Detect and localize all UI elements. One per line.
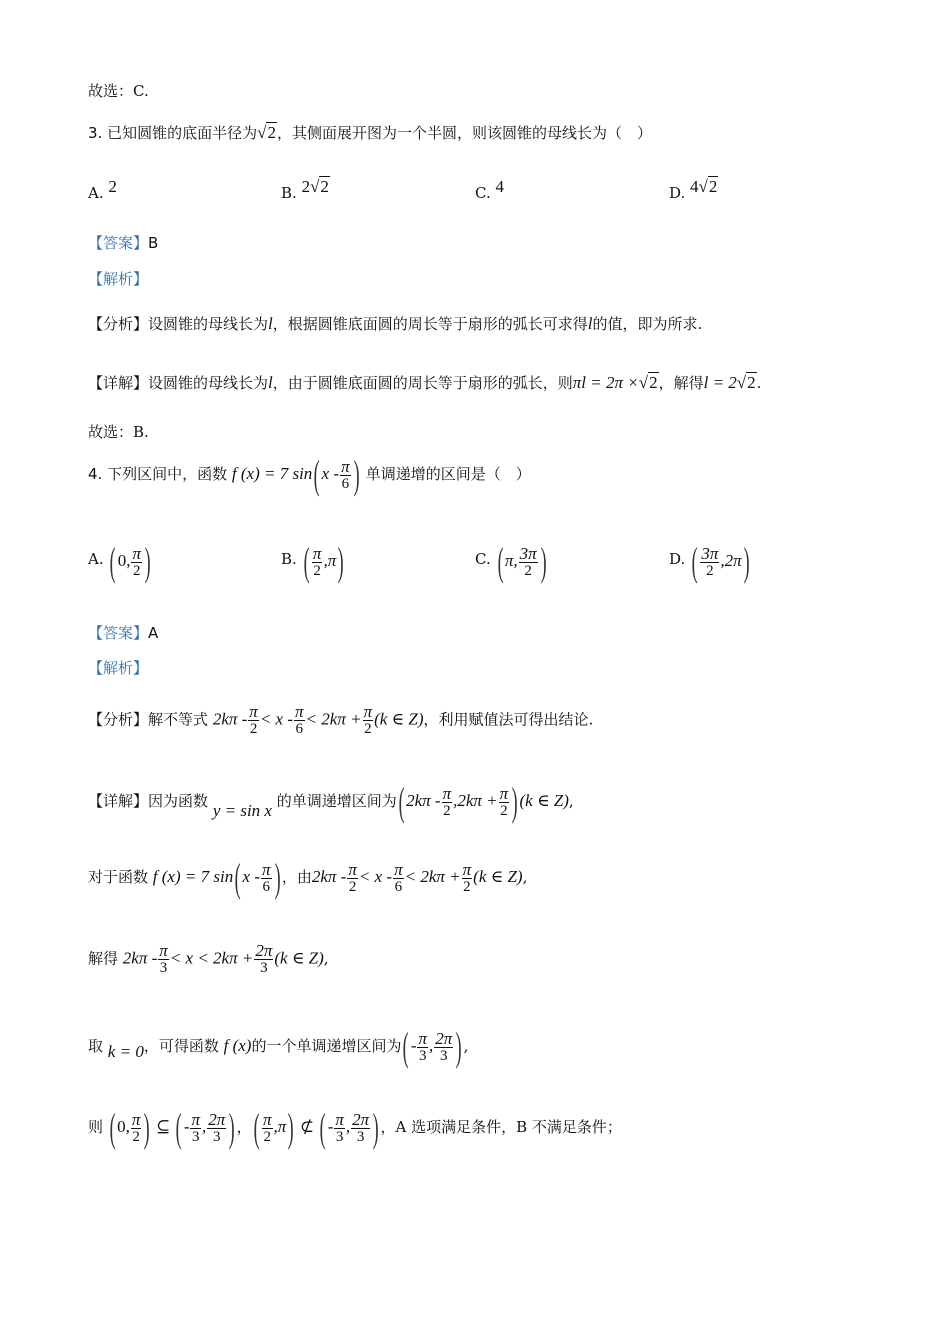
option-b-4[interactable]: B. ( $\frac{\pi}{2}$ ,π) <box>281 539 344 584</box>
detail-4-line-4: 取 k = 0，可得函数 f (x)的一个单调递增区间为(- $\frac{\pi}{3}$ , $\frac{2\pi}{3}$ ) , <box>88 1024 469 1069</box>
option-a[interactable]: A. 2 <box>88 177 117 202</box>
option-d-4[interactable]: D. ( $\frac{3\pi}{2}$ ,2π) <box>669 539 750 584</box>
analysis-3: 【分析】设圆锥的母线长为l，根据圆锥底面圆的周长等于扇形的弧长可求得l的值，即为所求. <box>88 314 703 333</box>
question-text: 已知圆锥的底面半径为 <box>107 124 258 142</box>
detail-4-line-1: 【详解】因为函数 y = sin x 的单调递增区间为(2kπ - $\frac{\pi}{2}$ ,2kπ + $\frac{\pi}{2}$ )(k ∈ Z), <box>88 779 574 824</box>
question-4: 4. 下列区间中，函数 f (x) = 7 sin(x - $\frac{\pi}{6}$ ) 单调递增的区间是（ ） <box>88 452 531 497</box>
option-c-4[interactable]: C. (π, $\frac{3\pi}{2}$ ) <box>475 539 547 584</box>
question-number: 3. <box>88 124 103 142</box>
detail-4-line-2: 对于函数 f (x) = 7 sin(x - $\frac{\pi}{6}$ ) ，由2kπ - $\frac{\pi}{2}$ < x - $\frac{\pi}{6}$ < 2kπ + $\frac{\pi}{2}$ (k ∈ Z), <box>88 855 528 900</box>
question-text-end: ，其侧面展开图为一个半圆，则该圆锥的母线长为（ ） <box>276 124 652 142</box>
option-c[interactable]: C. 4 <box>475 177 504 202</box>
question-3 <box>88 122 652 143</box>
option-a-4[interactable]: A. (0, $\frac{\pi}{2}$ ) <box>88 539 151 584</box>
option-d[interactable]: D. 4√2 <box>669 177 718 202</box>
jiexi-3: 【解析】 <box>88 270 149 288</box>
answer-4: 【答案】A <box>88 624 159 642</box>
detail-4-line-3: 解得 2kπ - $\frac{\pi}{3}$ < x < 2kπ + $\frac{2\pi}{3}$ (k ∈ Z), <box>88 941 329 976</box>
analysis-4: 【分析】解不等式 2kπ - $\frac{\pi}{2}$ < x - $\frac{\pi}{6}$ < 2kπ + $\frac{\pi}{2}$ (k ∈ Z)，利用赋值法可得出结论. <box>88 702 594 737</box>
detail-3: 【详解】设圆锥的母线长为l，由于圆锥底面圆的周长等于扇形的弧长，则πl = 2π ×√2，解得l = 2√2. <box>88 373 762 392</box>
radius-sqrt: √2 <box>257 123 276 142</box>
answer-3: 【答案】B <box>88 234 159 252</box>
conclusion-b: 故选：B. <box>88 423 149 441</box>
jiexi-4: 【解析】 <box>88 659 149 677</box>
detail-4-line-5: 则 (0, $\frac{\pi}{2}$ ) ⊆ (- $\frac{\pi}{3}$ , $\frac{2\pi}{3}$ ) ，( $\frac{\pi}{2}$ ,π) ⊄ (- $\frac{\pi}{3}$ , $\frac{2\pi}{3}$ ) ，A 选项满足条件，B 不满足条件； <box>88 1105 622 1150</box>
option-b[interactable]: B. 2√2 <box>281 177 329 202</box>
conclusion-c: 故选：C. <box>88 82 149 100</box>
